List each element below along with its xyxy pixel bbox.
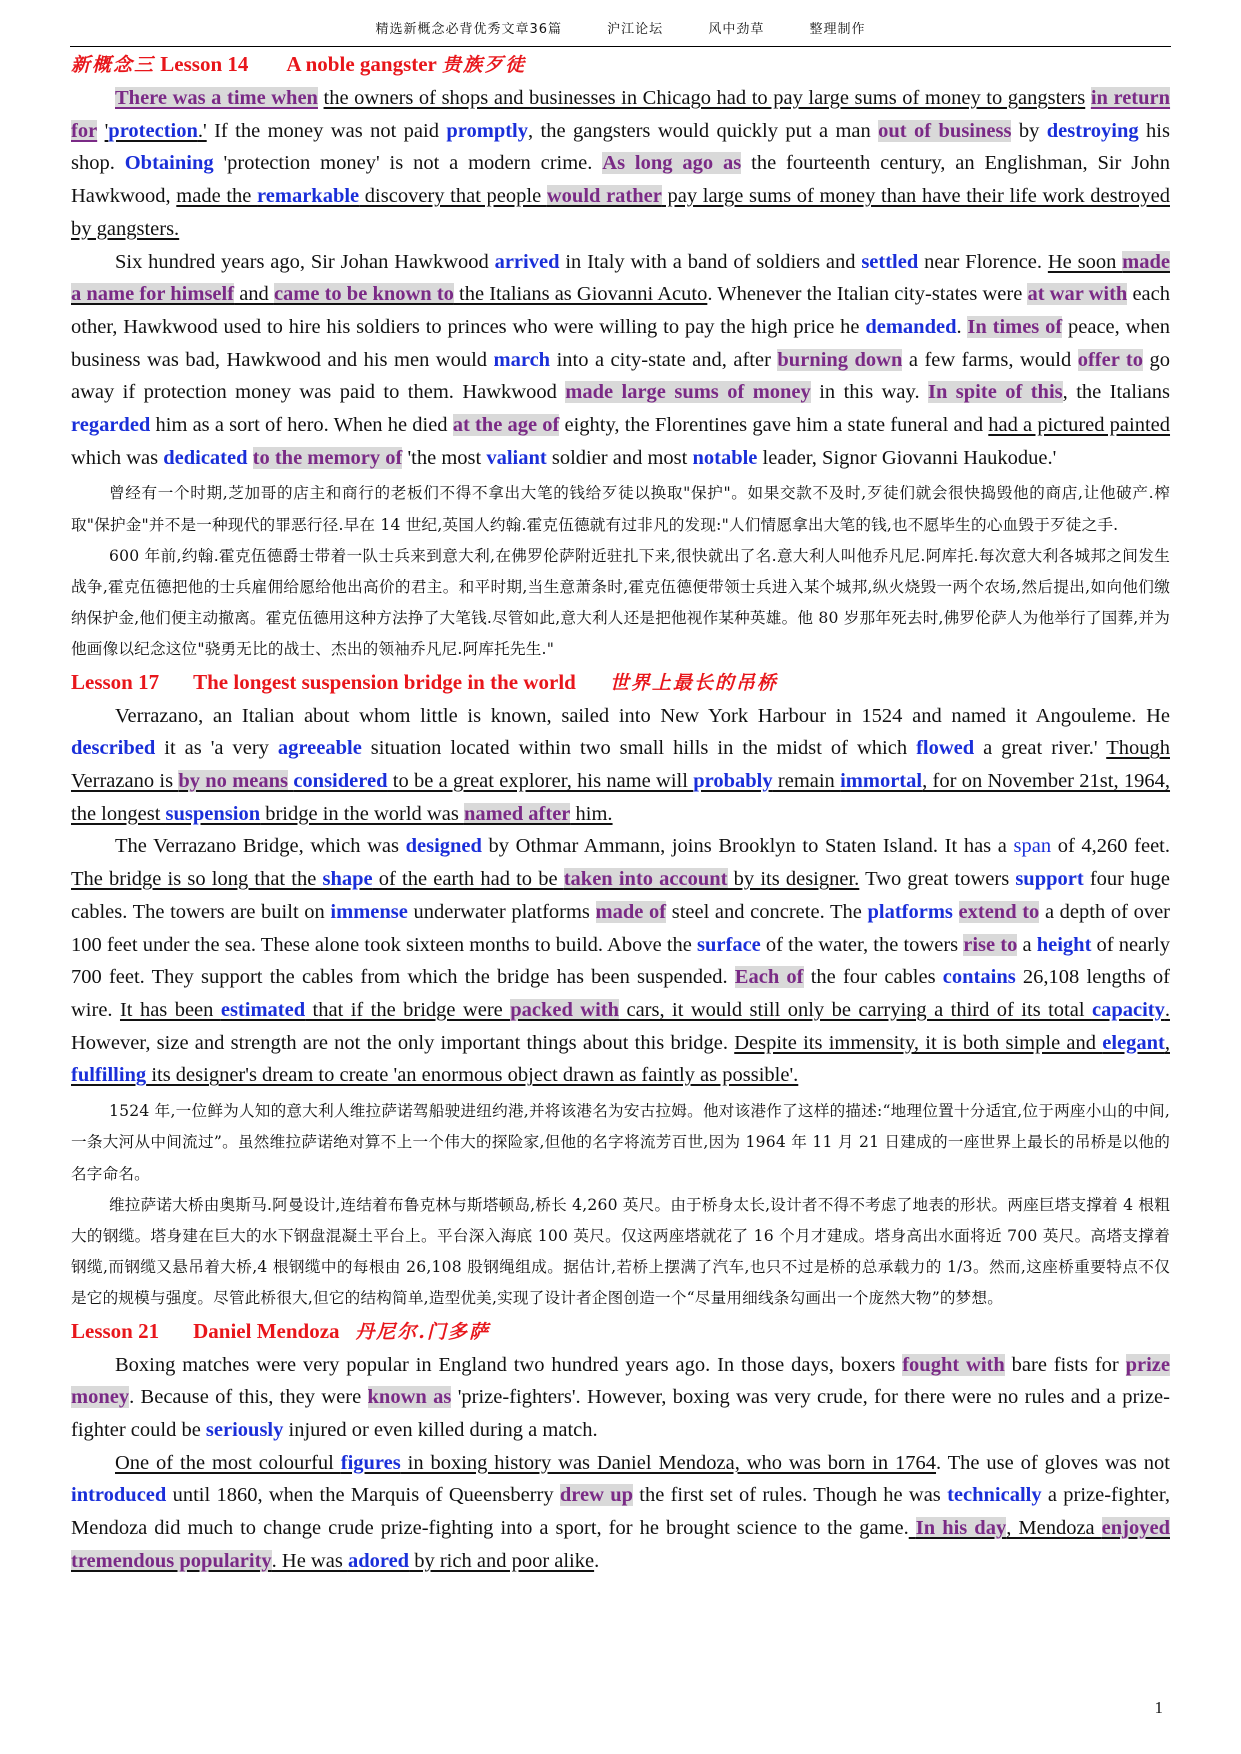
lesson-title-zh: 贵族歹徒 bbox=[442, 54, 527, 76]
document-body bbox=[71, 48, 1170, 1577]
header-forum: 沪江论坛 bbox=[607, 22, 664, 37]
lesson-14-translation-1: 曾经有一个时期,芝加哥的店主和商行的老板们不得不拿出大笔的钱给歹徒以换取"保护"。如果交款不及时,歹徒们就会很快捣毁他的商店,让他破产.榨取"保护金"并不是一种现代的罪恶行径.早在 14 世纪,英国人约翰.霍克伍德就有过非凡的发现:"人们情愿拿出大笔的钱,也不愿毕生的心血毁于歹徒之手. bbox=[71, 484, 1170, 534]
lesson-17-heading bbox=[71, 666, 1170, 699]
lesson-number: Lesson 14 bbox=[160, 52, 249, 76]
page-header bbox=[70, 18, 1171, 47]
lesson-number: Lesson 21 bbox=[71, 1318, 160, 1343]
lesson-17-translation-2: 维拉萨诺大桥由奥斯马.阿曼设计,连结着布鲁克林与斯塔顿岛,桥长 4,260 英尺。由于桥身太长,设计者不得不考虑了地表的形状。两座巨塔支撑着 4 根粗大的钢缆。塔身建在巨大的水下钢盘混凝土平台上。平台深入海底 100 英尺。仅这两座塔就花了 16 个月才建成。塔身高出水面将近 700 英尺。高塔支撑着钢缆,而钢缆又悬吊着大桥,4 根钢缆中的每根由 26,108 股钢绳组成。据估计,若桥上摆满了汽车,也只不过是桥的总承载力的 1/3。然而,这座桥重要特点不仅是它的规模与强度。尽管此桥很大,但它的结构简单,造型优美,实现了设计者企图创造一个“尽量用细线条勾画出一个庞然大物”的梦想。 bbox=[71, 1195, 1170, 1308]
lesson-21-paragraph-2: One of the most colourful figures in boxing history was Daniel Mendoza, who was born in 1764. The use of gloves was not introduced until 1860, when the Marquis of Queensberry drew up the first set of rules. Though he was technically a prize-fighter, Mendoza did much to change crude prize-fighting into a sport, for he brought science to the game. In his day, Mendoza enjoyed tremendous popularity. He was adored by rich and poor alike. bbox=[71, 1451, 1171, 1572]
lesson-14-heading bbox=[71, 48, 1170, 81]
lesson-number: Lesson 17 bbox=[71, 669, 160, 694]
lesson-14-paragraph-1: There was a time when the owners of shops and businesses in Chicago had to pay large sums of money to gangsters in return for 'protection.' If the money was not paid promptly, the gangsters would quickly put a man out of business by destroying his shop. Obtaining 'protection money' is not a modern crime. As long ago as the fourteenth century, an Englishman, Sir John Hawkwood, made the remarkable discovery that people would rather pay large sums of money than have their life work destroyed by gangsters. bbox=[71, 87, 1171, 240]
header-author: 风中劲草 bbox=[708, 22, 765, 37]
lesson-14-paragraph-2: Six hundred years ago, Sir Johan Hawkwood arrived in Italy with a band of soldiers and settled near Florence. He soon made a name for himself and came to be known to the Italians as Giovanni Acuto. Whenever the Italian city-states were at war with each other, Hawkwood used to hire his soldiers to princes who were willing to pay the high price he demanded. In times of peace, when business was bad, Hawkwood and his men would march into a city-state and, after burning down a few farms, would offer to go away if protection money was paid to them. Hawkwood made large sums of money in this way. In spite of this, the Italians regarded him as a sort of hero. When he died at the age of eighty, the Florentines gave him a state funeral and had a pictured painted which was dedicated to the memory of 'the most valiant soldier and most notable leader, Signor Giovanni Haukodue.' bbox=[71, 250, 1171, 469]
page-number: 1 bbox=[1154, 1698, 1163, 1717]
lesson-21-heading bbox=[71, 1315, 1170, 1348]
lesson-title-zh: 丹尼尔.门多萨 bbox=[355, 1320, 490, 1343]
course-label: 新概念三 bbox=[71, 54, 156, 76]
lesson-title-zh: 世界上最长的吊桥 bbox=[609, 671, 778, 694]
lesson-17-paragraph-2: The Verrazano Bridge, which was designed by Othmar Ammann, joins Brooklyn to Staten Island. It has a span of 4,260 feet. The bridge is so long that the shape of the earth had to be taken into account by its designer. Two great towers support four huge cables. The towers are built on immense underwater platforms made of steel and concrete. The platforms extend to a depth of over 100 feet under the sea. These alone took sixteen months to build. Above the surface of the water, the towers rise to a height of nearly 700 feet. They support the cables from which the bridge has been suspended. Each of the four cables contains 26,108 lengths of wire. It has been estimated that if the bridge were packed with cars, it would still only be carrying a third of its total capacity. However, size and strength are not the only important things about this bridge. Despite its immensity, it is both simple and elegant, fulfilling its designer's dream to create 'an enormous object drawn as faintly as possible'. bbox=[71, 835, 1171, 1087]
header-title: 精选新概念必背优秀文章36篇 bbox=[375, 22, 563, 37]
lesson-21-paragraph-1: Boxing matches were very popular in England two hundred years ago. In those days, boxers fought with bare fists for prize money. Because of this, they were known as 'prize-fighters'. However, boxing was very crude, for there were no rules and a prize-fighter could be seriously injured or even killed during a match. bbox=[71, 1353, 1170, 1441]
header-note: 整理制作 bbox=[809, 22, 866, 37]
lesson-title: A noble gangster bbox=[286, 52, 437, 76]
lesson-17-paragraph-1: Verrazano, an Italian about whom little is known, sailed into New York Harbour in 1524 and named it Angouleme. He described it as 'a very agreeable situation located within two small hills in the midst of which flowed a great river.' Though Verrazano is by no means considered to be a great explorer, his name will probably remain immortal, for on November 21st, 1964, the longest suspension bridge in the world was named after him. bbox=[71, 704, 1171, 825]
lesson-17-translation-1: 1524 年,一位鲜为人知的意大利人维拉萨诺驾船驶进纽约港,并将该港名为安古拉姆。他对该港作了这样的描述:“地理位置十分适宜,位于两座小山的中间,一条大河从中间流过”。虽然维拉萨诺绝对算不上一个伟大的探险家,但他的名字将流芳百世,因为 1964 年 11 月 21 日建成的一座世界上最长的吊桥是以他的名字命名。 bbox=[71, 1102, 1170, 1183]
lesson-title: The longest suspension bridge in the world bbox=[193, 669, 576, 694]
lesson-14-translation-2: 600 年前,约翰.霍克伍德爵士带着一队士兵来到意大利,在佛罗伦萨附近驻扎下来,很快就出了名.意大利人叫他乔凡尼.阿库托.每次意大利各城邦之间发生战争,霍克伍德把他的士兵雇佣给愿给他出高价的君主。和平时期,当生意萧条时,霍克伍德便带领士兵进入某个城邦,纵火烧毁一两个农场,然后提出,如向他们缴纳保护金,他们便主动撤离。霍克伍德用这种方法挣了大笔钱.尽管如此,意大利人还是把他视作某种英雄。他 80 岁那年死去时,佛罗伦萨人为他举行了国葬,并为他画像以纪念这位"骁勇无比的战士、杰出的领袖乔凡尼.阿库托先生." bbox=[71, 546, 1170, 659]
lesson-title: Daniel Mendoza bbox=[193, 1318, 340, 1343]
